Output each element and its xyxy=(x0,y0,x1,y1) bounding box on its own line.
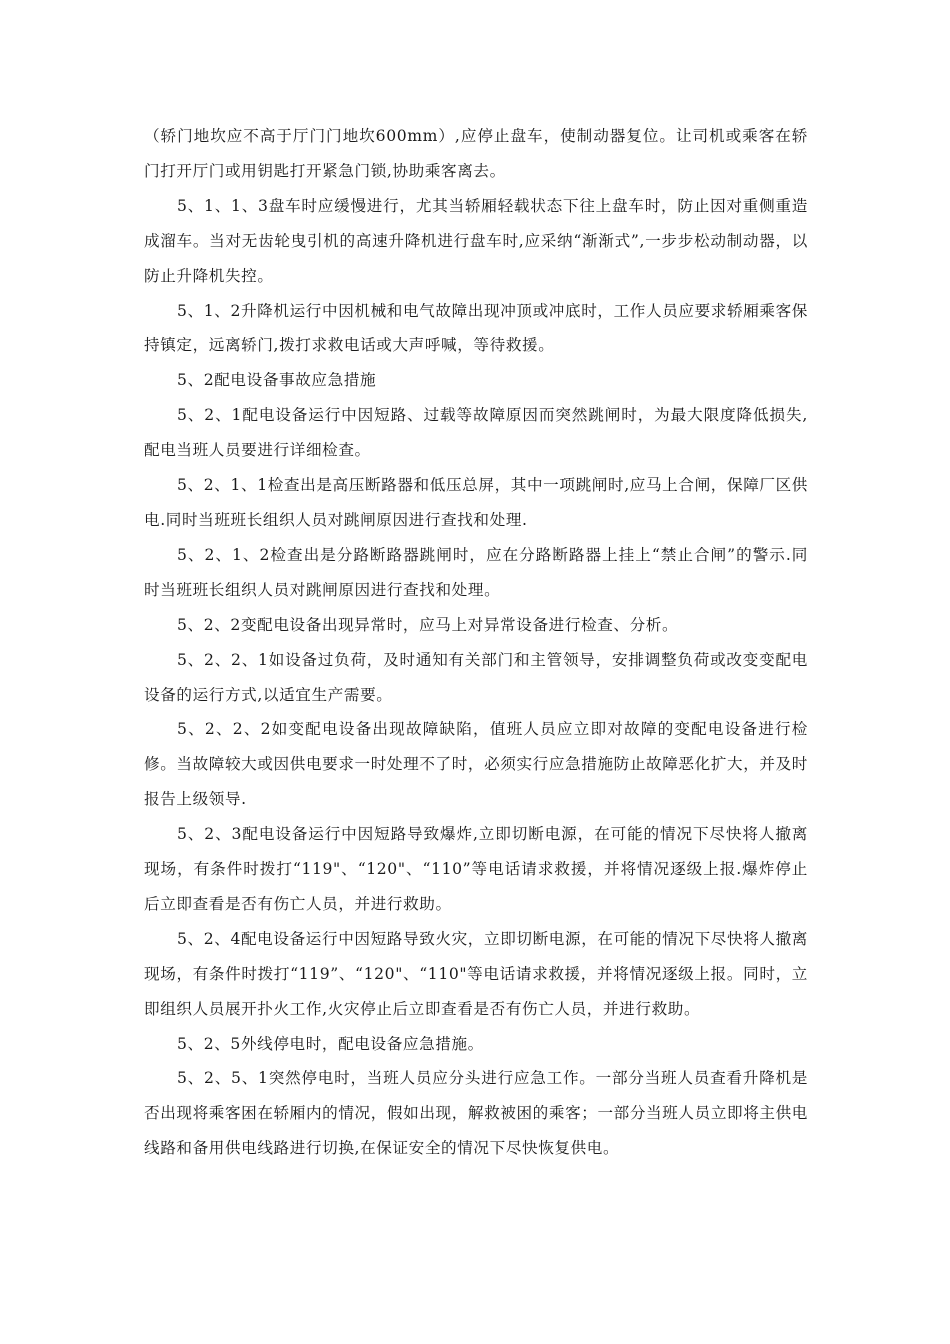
document-body xyxy=(144,119,808,1166)
paragraph-5-2-5-1: 5、2、5、1突然停电时，当班人员应分头进行应急工作。一部分当班人员查看升降机是否出现将乘客困在轿厢内的情况，假如出现，解救被困的乘客；一部分当班人员立即将主供电线路和备用供电线路进行切换,在保证安全的情况下尽快恢复供电。 xyxy=(144,1069,808,1158)
paragraph-elevator-cranking-finish: （轿门地坎应不高于厅门门地坎600mm）,应停止盘车，使制动器复位。让司机或乘客在轿门打开厅门或用钥匙打开紧急门锁,协助乘客离去。 xyxy=(144,127,808,180)
paragraph-5-1-2: 5、1、2升降机运行中因机械和电气故障出现冲顶或冲底时，工作人员应要求轿厢乘客保持镇定，远离轿门,拨打求救电话或大声呼喊，等待救援。 xyxy=(144,301,808,355)
paragraph-5-2-5: 5、2、5外线停电时，配电设备应急措施。 xyxy=(177,1034,484,1053)
paragraph-5-2-4: 5、2、4配电设备运行中因短路导致火灾，立即切断电源，在可能的情况下尽快将人撤离现场，有条件时拨打“119”、“120"、“110"等电话请求救援，并将情况逐级上报。同时，立即组织人员展开扑火工作,火灾停止后立即查看是否有伤亡人员，并进行救助。 xyxy=(144,929,808,1018)
paragraph-5-2-2-2: 5、2、2、2如变配电设备出现故障缺陷，值班人员应立即对故障的变配电设备进行检修。当故障较大或因供电要求一时处理不了时，必须实行应急措施防止故障恶化扩大，并及时报告上级领导. xyxy=(144,720,808,809)
paragraph-5-2-1-2: 5、2、1、2检查出是分路断路器跳闸时，应在分路断路器上挂上“禁止合闸”的警示.同时当班班长组织人员对跳闸原因进行查找和处理。 xyxy=(144,545,808,599)
paragraph-5-2-1: 5、2、1配电设备运行中因短路、过载等故障原因而突然跳闸时，为最大限度降低损失,配电当班人员要进行详细检查。 xyxy=(144,406,808,460)
paragraph-5-2-3: 5、2、3配电设备运行中因短路导致爆炸,立即切断电源，在可能的情况下尽快将人撤离现场，有条件时拨打“119"、“120"、“110”等电话请求救援，并将情况逐级上报.爆炸停止后立即查看是否有伤亡人员，并进行救助。 xyxy=(144,825,808,913)
paragraph-5-2-2: 5、2、2变配电设备出现异常时，应马上对异常设备进行检查、分析。 xyxy=(177,615,679,634)
section-heading-5-2: 5、2配电设备事故应急措施 xyxy=(177,371,377,390)
paragraph-5-2-1-1: 5、2、1、1检查出是高压断路器和低压总屏，其中一项跳闸时,应马上合闸，保障厂区供电.同时当班班长组织人员对跳闸原因进行查找和处理. xyxy=(144,476,808,529)
paragraph-5-1-1-3: 5、1、1、3盘车时应缓慢进行，尤其当轿厢轻载状态下往上盘车时，防止因对重侧重造成溜车。当对无齿轮曳引机的高速升降机进行盘车时,应采纳“渐渐式”,一步步松动制动器，以防止升降机失控。 xyxy=(144,196,808,285)
paragraph-5-2-2-1: 5、2、2、1如设备过负荷，及时通知有关部门和主管领导，安排调整负荷或改变变配电设备的运行方式,以适宜生产需要。 xyxy=(144,650,808,704)
